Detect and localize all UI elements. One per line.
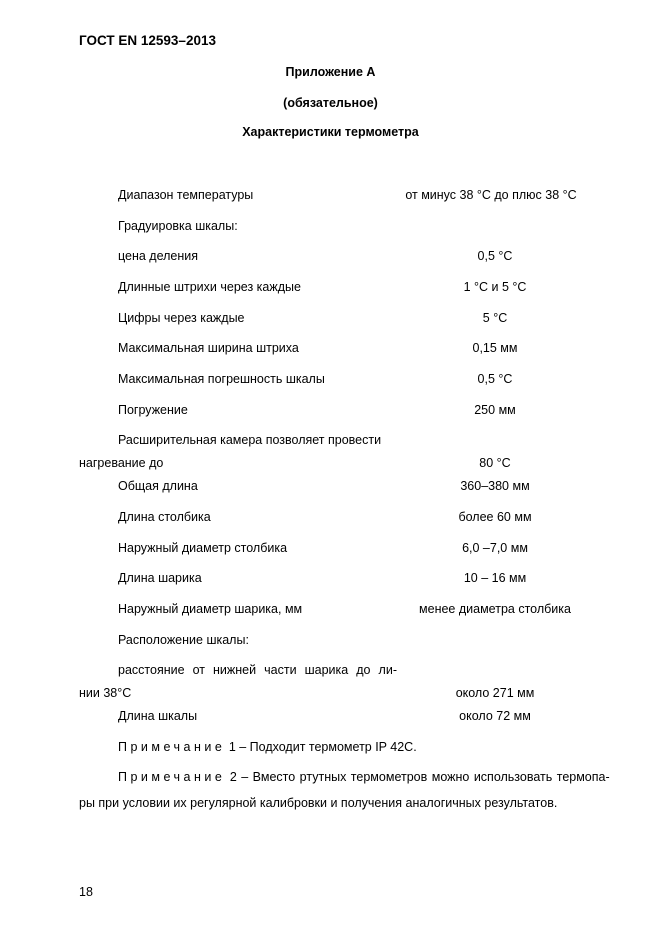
note-2-line2: ры при условии их регулярной калибровки и получения аналогичных результатов.	[79, 796, 558, 810]
spec-section-label: Расположение шкалы:	[118, 633, 249, 647]
spec-value: 0,5 °С	[477, 372, 513, 386]
spec-value: 250 мм	[474, 403, 516, 417]
spec-label: Цифры через каждые	[118, 311, 245, 325]
spec-label-line1: расстояние от нижней части шарика до ли-	[118, 663, 397, 677]
spec-value: 0,15 мм	[472, 341, 518, 355]
spec-value: 1 °С и 5 °С	[463, 280, 527, 294]
spec-value: более 60 мм	[458, 510, 532, 524]
spec-label: Погружение	[118, 403, 188, 417]
spec-label: Максимальная погрешность шкалы	[118, 372, 325, 386]
spec-value: 6,0 –7,0 мм	[462, 541, 528, 555]
spec-label: Наружный диаметр столбика	[118, 541, 288, 555]
spec-label: Наружный диаметр шарика, мм	[118, 602, 303, 616]
spec-value: 0,5 °С	[477, 249, 513, 263]
spec-value: около 72 мм	[459, 709, 531, 723]
spec-section-label: Градуировка шкалы:	[118, 219, 238, 233]
note-text: 2 – Вместо ртутных термометров можно использовать термопа-	[225, 770, 610, 784]
spec-value: около 271 мм	[455, 686, 535, 700]
appendix-title: Приложение А	[285, 65, 376, 79]
appendix-status: (обязательное)	[283, 96, 378, 110]
appendix-subtitle: Характеристики термометра	[242, 125, 419, 139]
spec-value: 5 °С	[482, 311, 508, 325]
spec-label: Длина шкалы	[118, 709, 198, 723]
spec-value: 360–380 мм	[460, 479, 530, 493]
spec-label: Длинные штрихи через каждые	[118, 280, 301, 294]
spec-label-line2: нагревание до	[79, 456, 164, 470]
spec-label: Диапазон температуры	[118, 188, 254, 202]
spec-label: Длина столбика	[118, 510, 211, 524]
spec-value: 10 – 16 мм	[463, 571, 527, 585]
note-1	[118, 740, 417, 754]
spec-label-line1: Расширительная камера позволяет провести	[118, 433, 382, 447]
spec-value: менее диаметра столбика	[419, 602, 571, 616]
spec-label: Общая длина	[118, 479, 198, 493]
spec-value: 80 °С	[479, 456, 511, 470]
spec-label: Максимальная ширина штриха	[118, 341, 299, 355]
note-prefix: Примечание	[118, 740, 226, 754]
note-text: 1 – Подходит термометр IP 42C.	[225, 740, 417, 754]
spec-label: цена деления	[118, 249, 199, 263]
note-prefix: Примечание	[118, 770, 226, 784]
note-2-line1	[118, 770, 615, 784]
document-header: ГОСТ EN 12593–2013	[79, 33, 216, 48]
page-number: 18	[79, 885, 93, 899]
spec-label-line2: нии 38°С	[79, 686, 132, 700]
spec-label: Длина шарика	[118, 571, 202, 585]
spec-value: от минус 38 °С до плюс 38 °С	[405, 188, 577, 202]
